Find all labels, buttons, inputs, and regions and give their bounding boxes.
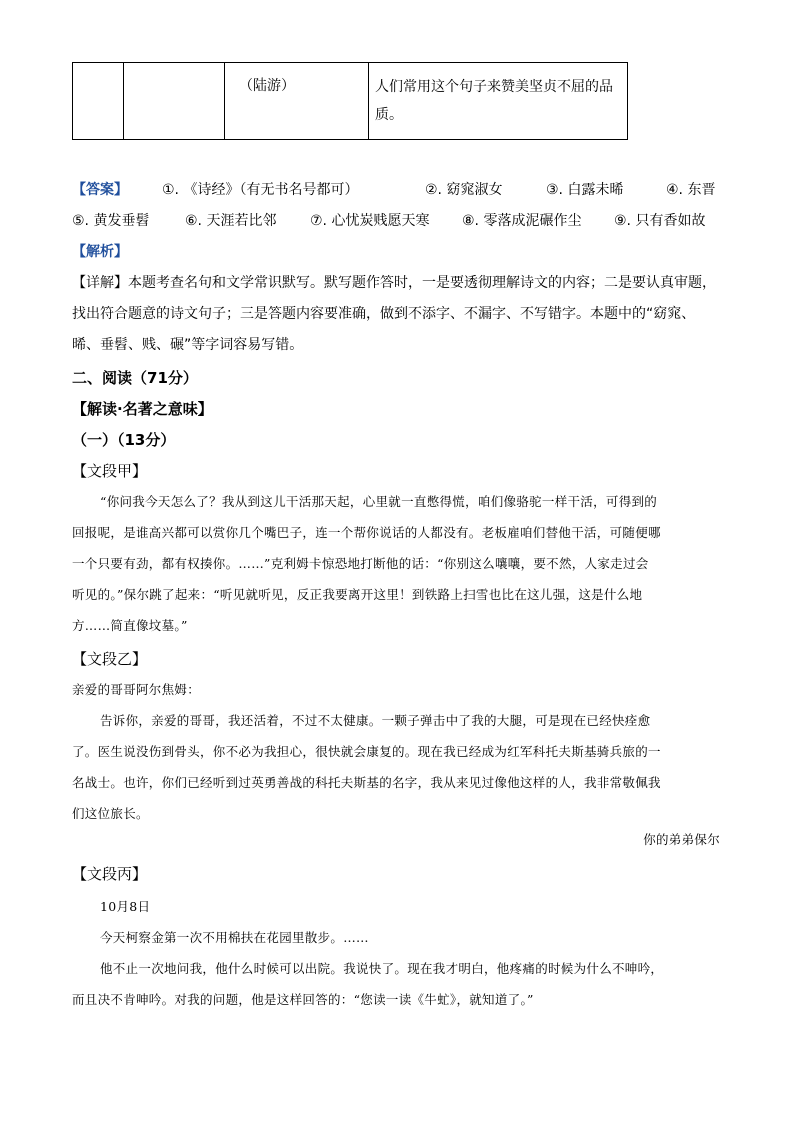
- passage-line: 而且决不肯呻吟。对我的问题，他是这样回答的：“您读一读《牛虻》，就知道了。”: [72, 992, 534, 1007]
- table-cell-verse: [124, 63, 225, 140]
- poem-table-fragment: [72, 62, 628, 140]
- answer-item: ③. 白露未晞: [546, 182, 624, 198]
- letter-signature: 你的弟弟保尔: [643, 832, 720, 847]
- passage-line: 了。医生说没伤到骨头，你不必为我担心，很快就会康复的。现在我已经成为红军科托夫斯基骑兵旅的一: [72, 744, 661, 759]
- passage-line: 告诉你，亲爱的哥哥，我还活着，不过不太健康。一颗子弹击中了我的大腿，可是现在已经快痊愈: [100, 713, 651, 728]
- answer-item: ⑤. 黄发垂髫: [72, 213, 150, 229]
- letter-greeting: 亲爱的哥哥阿尔焦姆：: [72, 682, 201, 697]
- table-cell-index: [73, 63, 124, 140]
- answer-item: ②. 窈窕淑女: [425, 182, 503, 198]
- answer-item: ⑦. 心忧炭贱愿天寒: [310, 213, 430, 229]
- passage-c-label: 【文段丙】: [72, 865, 148, 883]
- table-cell-comment: [369, 63, 628, 140]
- answer-item: ①. 《诗经》（有无书名号都可）: [162, 182, 359, 198]
- passage-a: [72, 486, 722, 641]
- passage-b: [72, 674, 722, 829]
- passage-line: 回报呢，是谁高兴都可以赏你几个嘴巴子，连一个帮你说话的人都没有。老板雇咱们替他干活，可随便哪: [72, 525, 661, 540]
- author-text: （陆游）: [239, 78, 295, 94]
- answer-item: ⑧. 零落成泥碾作尘: [462, 213, 582, 229]
- passage-b-label: 【文段乙】: [72, 650, 148, 668]
- section-title: 二、阅读（71分）: [72, 369, 198, 387]
- passage-a-label: 【文段甲】: [72, 462, 148, 480]
- diary-date: 10月8日: [100, 899, 151, 914]
- passage-line: “你问我今天怎么了？我从到这儿干活那天起，心里就一直憋得慌，咱们像骆驼一样干活，可得到的: [100, 494, 658, 509]
- table-row: [73, 63, 628, 140]
- analysis-line: [72, 268, 722, 299]
- answer-label: 【答案】: [72, 182, 128, 198]
- passage-c: [72, 891, 722, 1015]
- comment-text: 人们常用这个句子来赞美坚贞不屈的品质。: [375, 79, 613, 123]
- analysis-label: 【解析】: [72, 244, 128, 260]
- analysis-text: 本题考查名句和文学常识默写。默写题作答时，一是要透彻理解诗文的内容；二是要认真审题，: [128, 275, 716, 291]
- passage-line: 听见的。”保尔跳了起来：“听见就听见，反正我要离开这里！到铁路上扫雪也比在这儿强，这是什么地: [72, 587, 643, 602]
- answer-item: ④. 东晋: [666, 182, 716, 198]
- passage-line: 方……简直像坟墓。”: [72, 618, 188, 633]
- analysis-line: 晞、垂髫、贱、碾”等字词容易写错。: [72, 337, 304, 353]
- section-subtitle: 【解读·名著之意味】: [72, 400, 213, 418]
- detail-label: 【详解】: [72, 275, 128, 291]
- answer-item: ⑥. 天涯若比邻: [185, 213, 277, 229]
- table-cell-author: [225, 63, 369, 140]
- passage-line: 他不止一次地问我，他什么时候可以出院。我说快了。现在我才明白，他疼痛的时候为什么不呻吟，: [100, 961, 664, 976]
- passage-line: 名战士。也许，你们已经听到过英勇善战的科托夫斯基的名字，我从来见过像他这样的人，我非常敬佩我: [72, 775, 661, 790]
- passage-line: 们这位旅长。: [72, 806, 149, 821]
- part-title: （一）（13分）: [72, 431, 176, 449]
- analysis-line: 找出符合题意的诗文句子；三是答题内容要准确，做到不添字、不漏字、不写错字。本题中的“窈窕、: [72, 306, 696, 322]
- analysis-paragraph: [72, 268, 722, 361]
- answer-item: ⑨. 只有香如故: [614, 213, 706, 229]
- passage-line: 一个只要有劲，都有权揍你。……”克利姆卡惊恐地打断他的话：“你别这么嚷嚷，要不然，人家走过会: [72, 556, 649, 571]
- passage-line: 今天柯察金第一次不用棉扶在花园里散步。……: [100, 930, 369, 945]
